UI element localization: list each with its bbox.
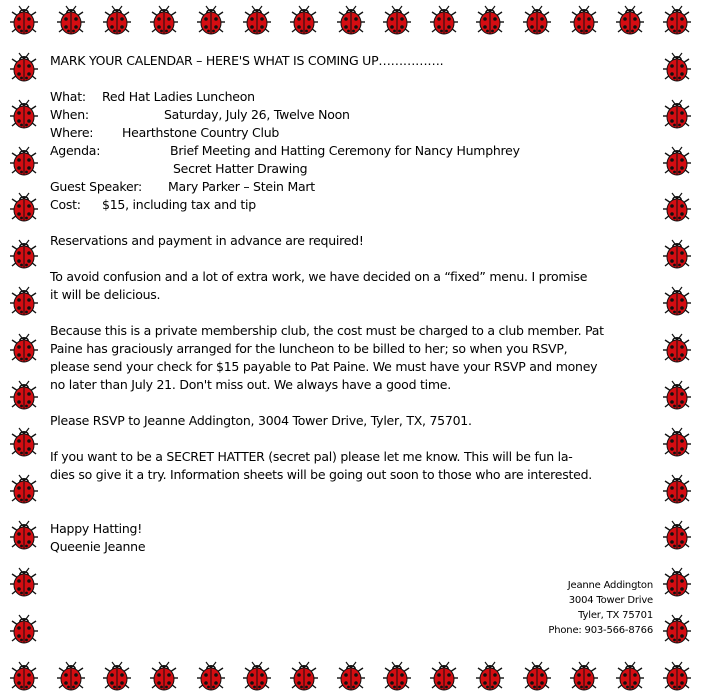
- ladybug-icon: [10, 568, 38, 596]
- paragraph-secret-hatter-line: If you want to be a SECRET HATTER (secret pal) please let me know. This will be fun la-: [50, 449, 573, 464]
- paragraph-menu-line: it will be delicious.: [50, 287, 161, 302]
- ladybug-icon: [57, 6, 85, 34]
- ladybug-icon: [243, 662, 271, 690]
- ladybug-icon: [10, 240, 38, 268]
- ladybug-icon: [616, 662, 644, 690]
- ladybug-icon: [663, 100, 691, 128]
- ladybug-icon: [10, 287, 38, 315]
- ladybug-icon: [10, 6, 38, 34]
- paragraph-club-line: Because this is a private membership club, the cost must be charged to a club member. Pat: [50, 323, 604, 338]
- ladybug-icon: [663, 334, 691, 362]
- ladybug-icon: [430, 662, 458, 690]
- detail-label: What:: [50, 89, 86, 104]
- paragraph-reservations: Reservations and payment in advance are required!: [50, 233, 364, 248]
- ladybug-icon: [103, 6, 131, 34]
- ladybug-icon: [663, 475, 691, 503]
- ladybug-icon: [337, 6, 365, 34]
- detail-label: Where:: [50, 125, 94, 140]
- detail-value: Mary Parker – Stein Mart: [168, 179, 315, 194]
- ladybug-icon: [663, 6, 691, 34]
- invitation-letter: [50, 52, 650, 556]
- address-name: Jeanne Addington: [567, 580, 653, 591]
- ladybug-icon: [663, 568, 691, 596]
- ladybug-icon: [663, 662, 691, 690]
- ladybug-icon: [150, 6, 178, 34]
- paragraph-menu-line: To avoid confusion and a lot of extra work, we have decided on a “fixed” menu. I promise: [50, 269, 588, 284]
- ladybug-icon: [523, 662, 551, 690]
- ladybug-icon: [10, 334, 38, 362]
- ladybug-icon: [10, 381, 38, 409]
- ladybug-icon: [570, 6, 598, 34]
- detail-cost: [50, 196, 650, 214]
- ladybug-icon: [337, 662, 365, 690]
- detail-agenda-2: [50, 160, 650, 178]
- ladybug-icon: [523, 6, 551, 34]
- ladybug-icon: [663, 615, 691, 643]
- detail-value: Brief Meeting and Hatting Ceremony for Nancy Humphrey: [170, 143, 520, 158]
- ladybug-icon: [663, 521, 691, 549]
- paragraph-secret-hatter-line: dies so give it a try. Information sheets will be going out soon to those who are interested.: [50, 467, 592, 482]
- ladybug-icon: [616, 6, 644, 34]
- return-address: [548, 578, 653, 638]
- signoff: Queenie Jeanne: [50, 539, 146, 554]
- ladybug-icon: [10, 615, 38, 643]
- detail-value: Saturday, July 26, Twelve Noon: [164, 107, 350, 122]
- detail-value: Secret Hatter Drawing: [173, 161, 308, 176]
- ladybug-icon: [10, 428, 38, 456]
- ladybug-icon: [663, 287, 691, 315]
- ladybug-icon: [476, 6, 504, 34]
- ladybug-icon: [57, 662, 85, 690]
- detail-label: Cost:: [50, 197, 81, 212]
- detail-where: [50, 124, 650, 142]
- ladybug-icon: [663, 147, 691, 175]
- ladybug-icon: [290, 6, 318, 34]
- detail-value: $15, including tax and tip: [102, 197, 256, 212]
- ladybug-icon: [430, 6, 458, 34]
- detail-label: Agenda:: [50, 143, 101, 158]
- detail-when: [50, 106, 650, 124]
- ladybug-icon: [663, 240, 691, 268]
- ladybug-icon: [663, 381, 691, 409]
- ladybug-icon: [663, 428, 691, 456]
- ladybug-icon: [197, 6, 225, 34]
- ladybug-icon: [150, 662, 178, 690]
- address-city: Tyler, TX 75701: [578, 610, 653, 621]
- ladybug-icon: [10, 100, 38, 128]
- ladybug-icon: [243, 6, 271, 34]
- ladybug-icon: [383, 662, 411, 690]
- ladybug-icon: [10, 193, 38, 221]
- paragraph-rsvp: Please RSVP to Jeanne Addington, 3004 Tower Drive, Tyler, TX, 75701.: [50, 413, 472, 428]
- detail-value: Hearthstone Country Club: [122, 125, 280, 140]
- detail-agenda: [50, 142, 650, 160]
- ladybug-icon: [476, 662, 504, 690]
- ladybug-icon: [103, 662, 131, 690]
- detail-label: Guest Speaker:: [50, 179, 143, 194]
- address-phone: Phone: 903-566-8766: [548, 625, 653, 636]
- ladybug-icon: [570, 662, 598, 690]
- ladybug-icon: [10, 147, 38, 175]
- detail-what: [50, 88, 650, 106]
- detail-value: Red Hat Ladies Luncheon: [102, 89, 255, 104]
- ladybug-icon: [10, 475, 38, 503]
- ladybug-icon: [663, 53, 691, 81]
- closing: Happy Hatting!: [50, 521, 143, 536]
- ladybug-icon: [10, 521, 38, 549]
- detail-label: When:: [50, 107, 89, 122]
- paragraph-club-line: please send your check for $15 payable to Pat Paine. We must have your RSVP and money: [50, 359, 598, 374]
- ladybug-icon: [383, 6, 411, 34]
- paragraph-club-line: no later than July 21. Don't miss out. We always have a good time.: [50, 377, 451, 392]
- address-street: 3004 Tower Drive: [568, 595, 653, 606]
- paragraph-club-line: Paine has graciously arranged for the luncheon to be billed to her; so when you RSVP,: [50, 341, 568, 356]
- ladybug-icon: [290, 662, 318, 690]
- ladybug-icon: [663, 193, 691, 221]
- ladybug-icon: [197, 662, 225, 690]
- heading: MARK YOUR CALENDAR – HERE'S WHAT IS COMING UP…………….: [50, 53, 444, 68]
- detail-speaker: [50, 178, 650, 196]
- ladybug-icon: [10, 662, 38, 690]
- ladybug-icon: [10, 53, 38, 81]
